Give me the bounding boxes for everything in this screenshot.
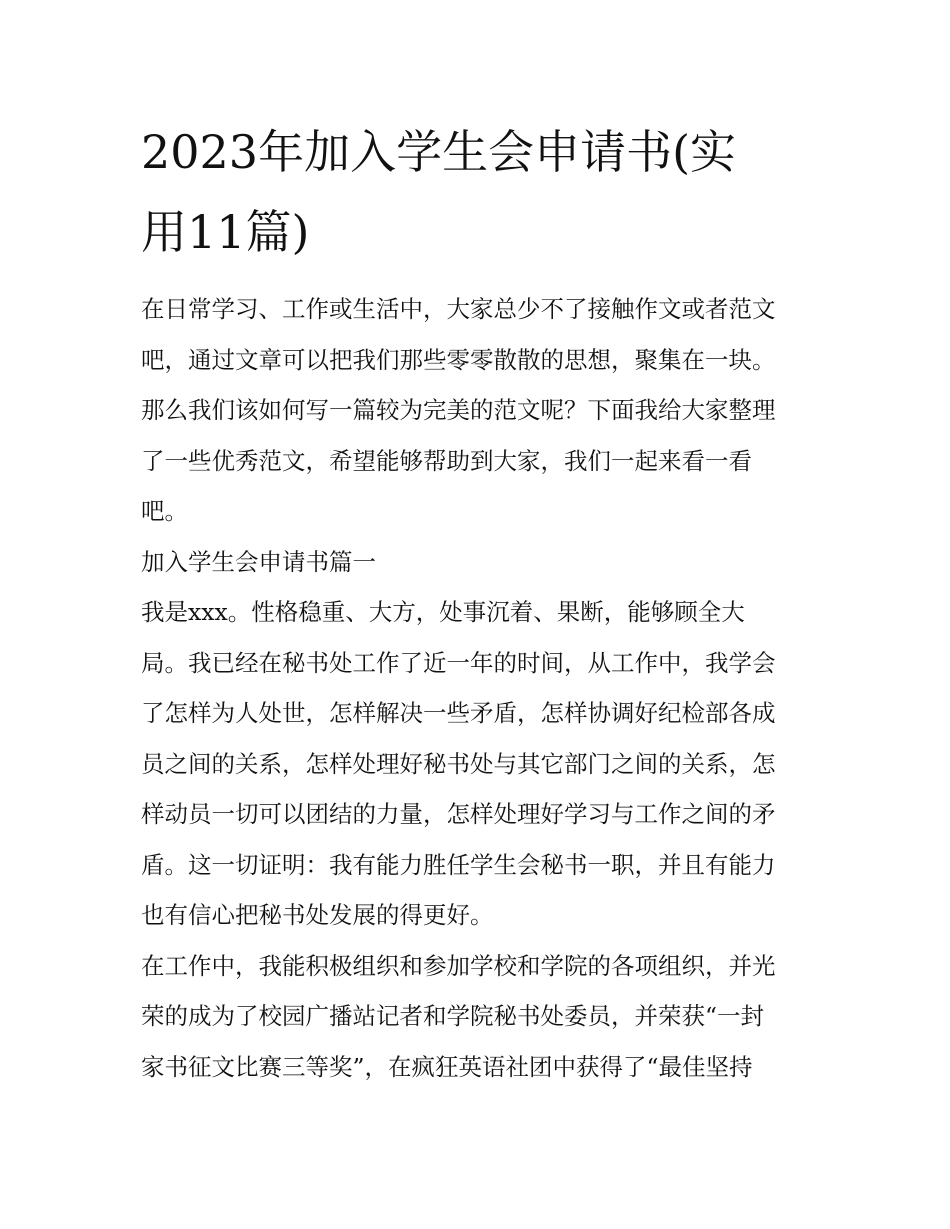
body-paragraph <box>141 587 813 941</box>
text-line: 了一些优秀范文，希望能够帮助到大家，我们一起来看一看 <box>141 446 752 475</box>
text-line: 也有信心把秘书处发展的得更好。 <box>141 901 494 929</box>
intro-paragraph <box>141 284 813 537</box>
text-line: 了怎样为人处世，怎样解决一些矛盾，怎样协调好纪检部各成 <box>141 699 776 727</box>
text-line: 吧，通过文章可以把我们那些零零散散的思想，聚集在一块。 <box>141 345 776 374</box>
title-line: 2023年加入学生会申请书(实 <box>141 125 737 179</box>
text-line: 样动员一切可以团结的力量，怎样处理好学习与工作之间的矛 <box>141 800 776 828</box>
text-line: 局。我已经在秘书处工作了近一年的时间，从工作中，我学会 <box>141 648 776 677</box>
document-body <box>141 112 813 1092</box>
text-line: 我是xxx。性格稳重、大方，处事沉着、果断，能够顾全大 <box>141 598 745 626</box>
text-line: 家书征文比赛三等奖”，在疯狂英语社团中获得了“最佳坚持 <box>141 1052 753 1081</box>
title-line: 用11篇) <box>141 205 310 259</box>
text-line: 那么我们该如何写一篇较为完美的范文呢？下面我给大家整理 <box>141 396 776 424</box>
text-line: 吧。 <box>141 497 188 525</box>
section-heading: 加入学生会申请书篇一 <box>141 547 376 576</box>
text-line: 在工作中，我能积极组织和参加学校和学院的各项组织，并光 <box>141 951 776 980</box>
body-paragraph <box>141 941 813 1093</box>
text-line: 盾。这一切证明：我有能力胜任学生会秘书一职，并且有能力 <box>141 850 776 879</box>
text-line: 在日常学习、工作或生活中，大家总少不了接触作文或者范文 <box>141 295 776 323</box>
document-title <box>141 112 813 272</box>
text-line: 员之间的关系，怎样处理好秘书处与其它部门之间的关系，怎 <box>141 749 776 778</box>
text-line: 荣的成为了校园广播站记者和学院秘书处委员，并荣获“一封 <box>141 1002 765 1030</box>
